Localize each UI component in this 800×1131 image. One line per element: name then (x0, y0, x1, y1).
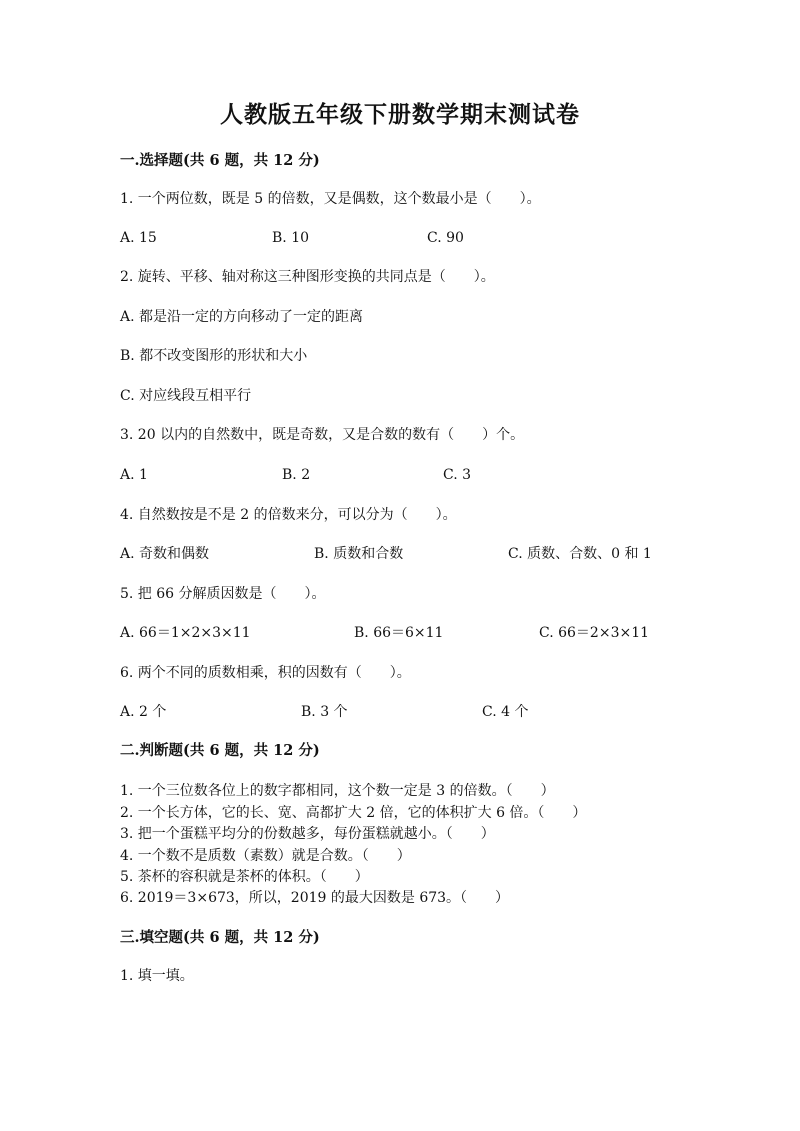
option-c: C. 对应线段互相平行 (120, 388, 252, 404)
option-b: B. 质数和合数 (314, 546, 404, 562)
option-b: B. 2 (282, 467, 311, 483)
option-a: A. 1 (120, 467, 148, 483)
page-title: 人教版五年级下册数学期末测试卷 (220, 101, 580, 128)
option-a: A. 都是沿一定的方向移动了一定的距离 (120, 309, 364, 325)
question-stem: 3. 20 以内的自然数中，既是奇数，又是合数的数有（ ）个。 (120, 427, 525, 443)
option-b: B. 3 个 (301, 704, 348, 720)
option-a: A. 奇数和偶数 (120, 546, 210, 562)
question-stem: 4. 自然数按是不是 2 的倍数来分，可以分为（ ）。 (120, 507, 457, 523)
option-c: C. 90 (427, 230, 464, 246)
question-stem: 6. 两个不同的质数相乘，积的因数有（ ）。 (120, 665, 411, 681)
option-a: A. 2 个 (120, 704, 167, 720)
question-stem: 1. 一个两位数，既是 5 的倍数，又是偶数，这个数最小是（ ）。 (120, 191, 541, 207)
option-c: C. 66＝2×3×11 (539, 625, 650, 641)
judgment-item: 2. 一个长方体，它的长、宽、高都扩大 2 倍，它的体积扩大 6 倍。（ ） (120, 805, 587, 821)
option-a: A. 66＝1×2×3×11 (120, 625, 251, 641)
question-stem: 5. 把 66 分解质因数是（ ）。 (120, 586, 326, 602)
option-c: C. 质数、合数、0 和 1 (508, 546, 652, 562)
judgment-item: 6. 2019＝3×673，所以，2019 的最大因数是 673。（ ） (120, 890, 510, 906)
question-stem: 2. 旋转、平移、轴对称这三种图形变换的共同点是（ ）。 (120, 269, 495, 285)
option-a: A. 15 (120, 230, 157, 246)
option-b: B. 都不改变图形的形状和大小 (120, 348, 308, 364)
fill-item: 1. 填一填。 (120, 968, 194, 984)
section-heading-fill: 三.填空题(共 6 题，共 12 分) (120, 929, 320, 946)
section-heading-choice: 一.选择题(共 6 题，共 12 分) (120, 152, 320, 169)
judgment-item: 4. 一个数不是质数（素数）就是合数。（ ） (120, 848, 411, 864)
judgment-item: 1. 一个三位数各位上的数字都相同，这个数一定是 3 的倍数。（ ） (120, 783, 555, 799)
option-b: B. 66＝6×11 (354, 625, 444, 641)
option-c: C. 3 (443, 467, 472, 483)
option-c: C. 4 个 (482, 704, 529, 720)
option-b: B. 10 (272, 230, 310, 246)
judgment-item: 5. 茶杯的容积就是茶杯的体积。（ ） (120, 869, 369, 885)
section-heading-judgment: 二.判断题(共 6 题，共 12 分) (120, 742, 320, 759)
judgment-item: 3. 把一个蛋糕平均分的份数越多，每份蛋糕就越小。（ ） (120, 826, 495, 842)
